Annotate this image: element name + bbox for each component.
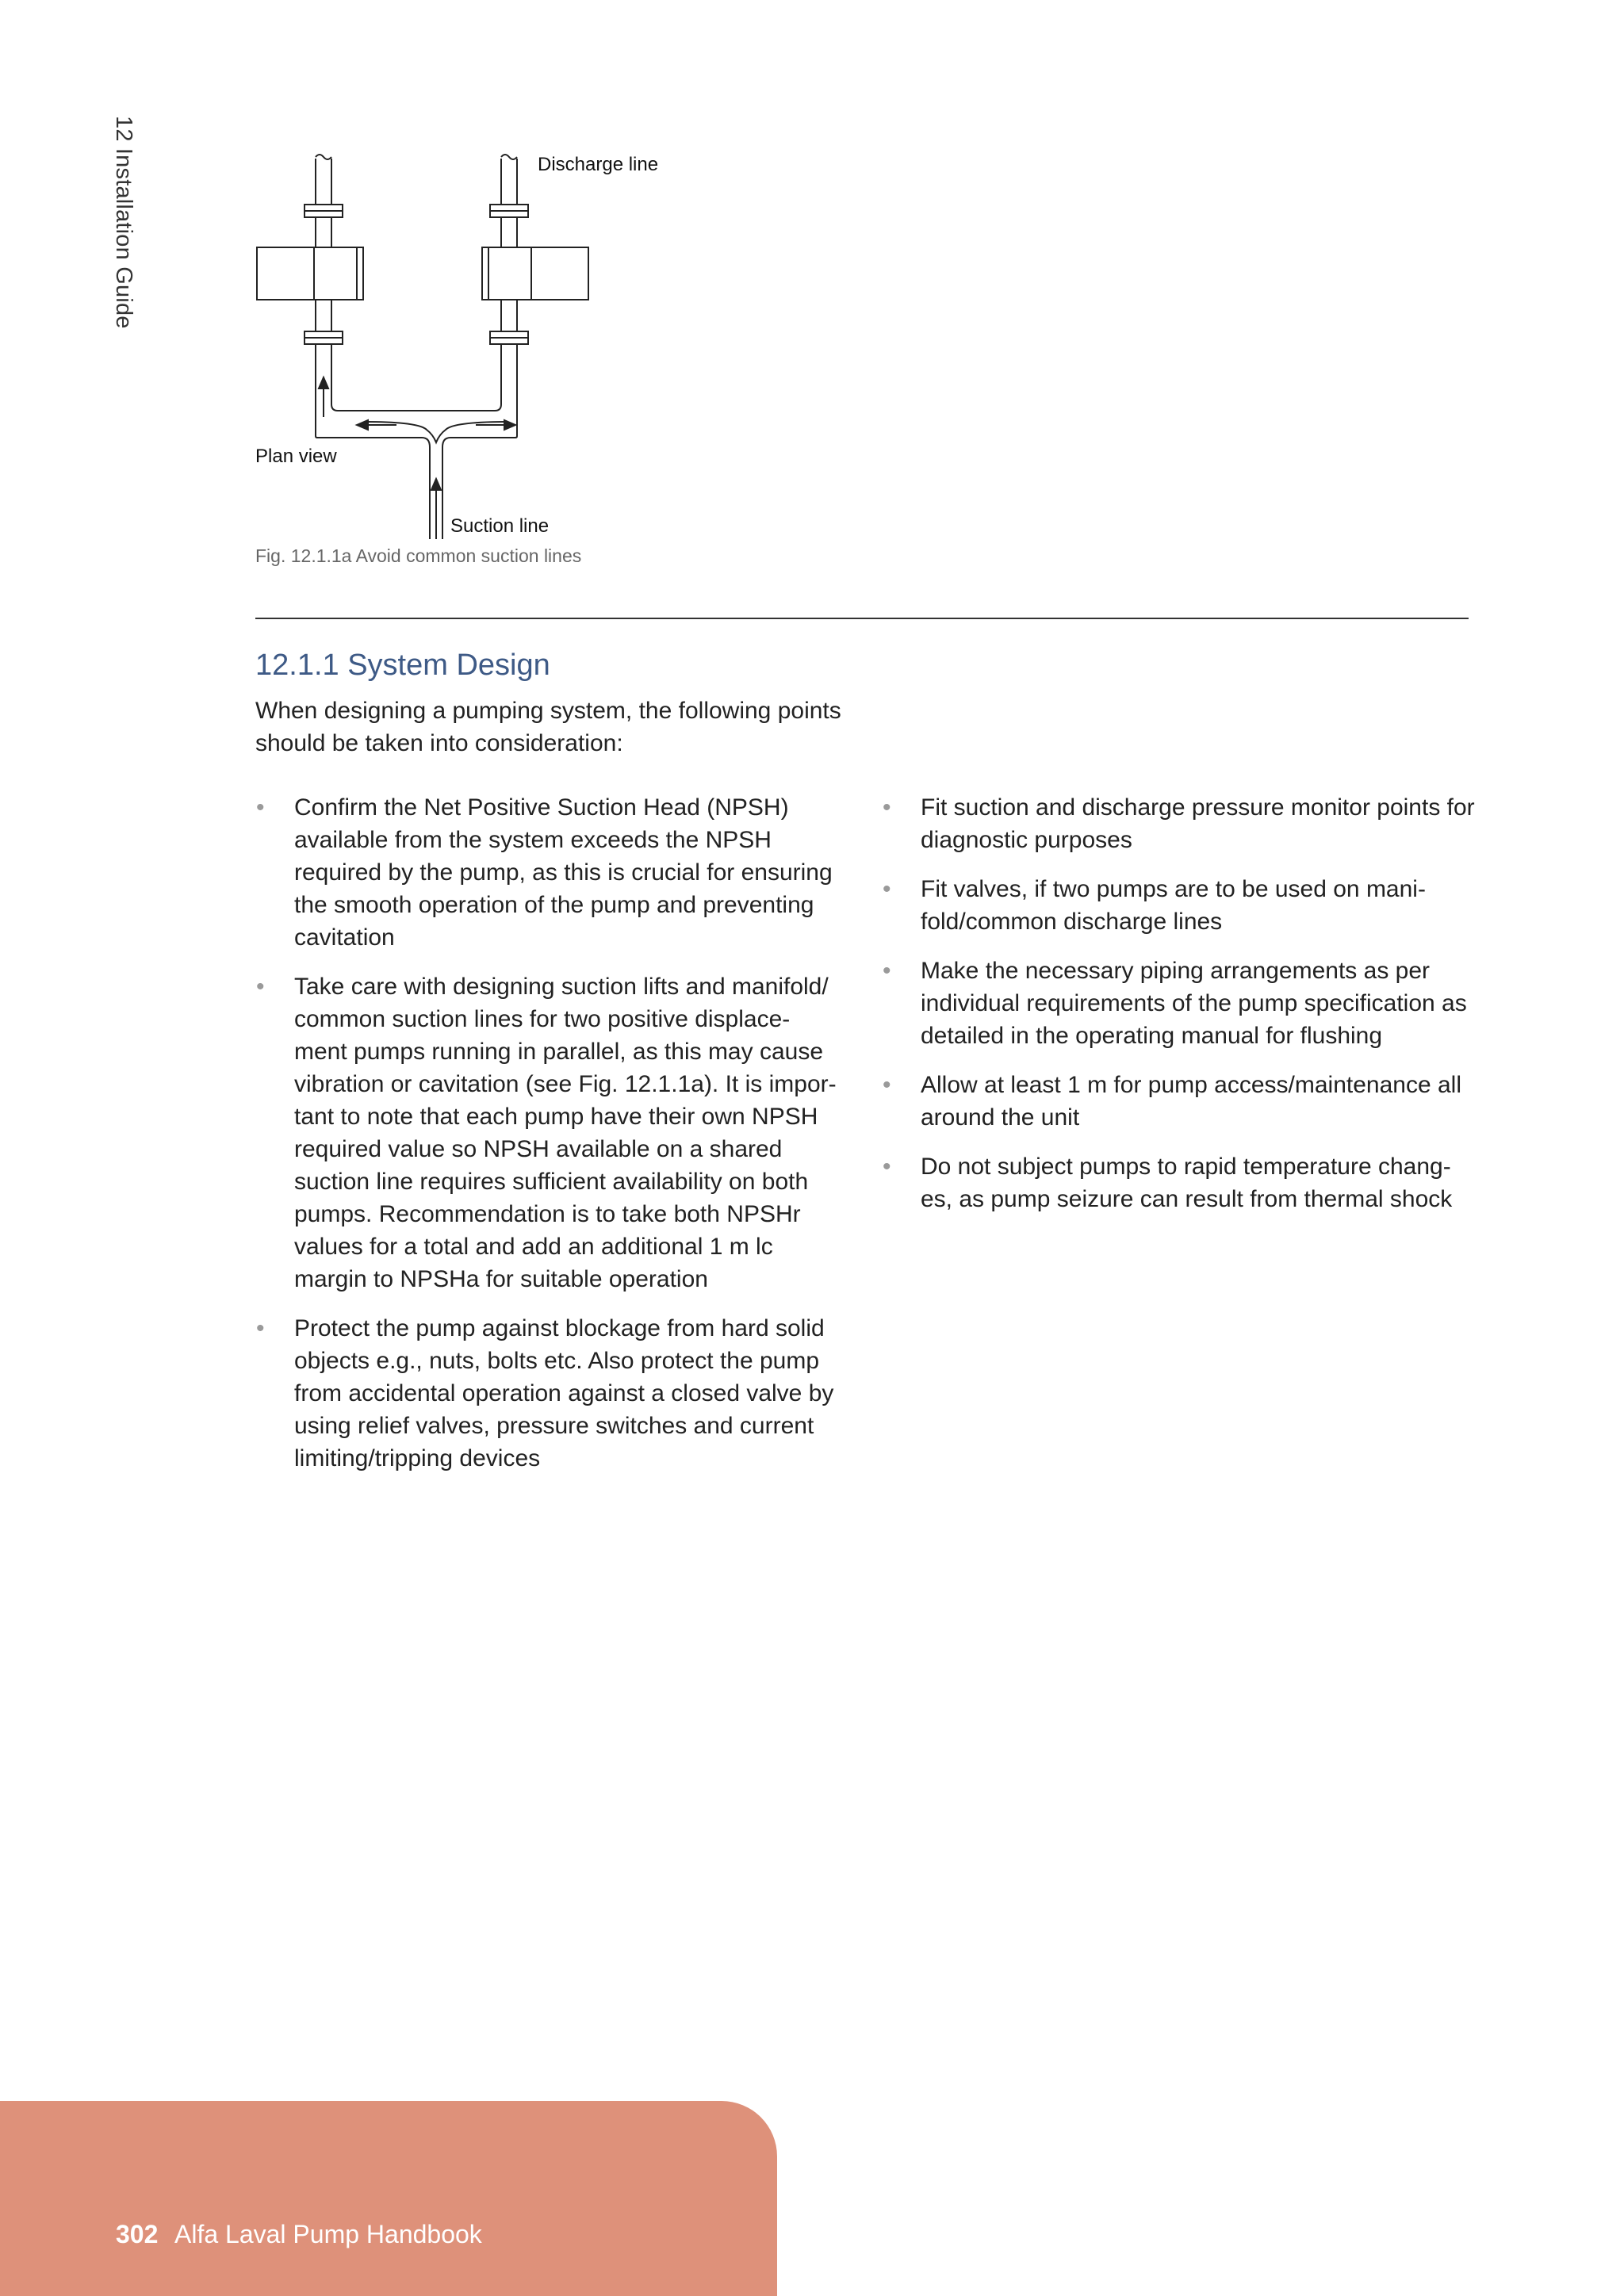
list-item-text: Confirm the Net Positive Suction Head (NPSH) available from the system exceeds the NPSH required by the pump, as this is crucial for ensuring the smooth operation of the pump and preventing cavitation [294,794,833,951]
list-item-text: Make the necessary piping arrangements as per individual requirements of the pump specification as detailed in the operating manual for flushing [921,958,1467,1049]
section-divider [255,618,1469,619]
bullet-list-left [255,791,846,1491]
plan-view-label: Plan view [255,446,337,467]
section-intro: When designing a pumping system, the following points should be taken into consideration: [255,698,841,756]
list-item-text: Allow at least 1 m for pump access/maintenance all around the unit [921,1072,1461,1131]
bullet-icon: • [883,876,891,902]
list-item [882,955,1477,1052]
bullet-list-right [882,791,1477,1232]
bullet-icon: • [883,1154,891,1180]
book-title: Alfa Laval Pump Handbook [174,2220,482,2248]
chapter-side-tab: 12 Installation Guide [111,116,136,329]
list-item [255,791,846,954]
list-item-text: Fit valves, if two pumps are to be used on mani- fold/common discharge lines [921,876,1426,935]
figure-caption: Fig. 12.1.1a Avoid common suction lines [255,545,582,566]
list-item [882,1150,1477,1215]
list-item [882,791,1477,856]
footer-band [0,2101,777,2296]
list-item-text: Fit suction and discharge pressure monitor points for diagnostic purposes [921,794,1475,853]
discharge-line-label: Discharge line [538,154,659,175]
suction-lines-figure [238,143,682,587]
list-item-text: Protect the pump against blockage from hard solid objects e.g., nuts, bolts etc. Also protect the pump from accidental operation against a closed valve by using relief valves, pressure switches and current limiting/tripping devices [294,1315,834,1471]
list-item [255,1312,846,1475]
bullet-icon: • [256,794,265,821]
page-number: 302 [116,2220,159,2248]
bullet-icon: • [883,958,891,984]
list-item [882,873,1477,938]
section-title: 12.1.1 System Design [255,649,550,682]
list-item [255,970,846,1295]
list-item-text: Take care with designing suction lifts and manifold/ common suction lines for two positive displace- ment pumps running in parallel, as this may cause vibration or cavitation (see Fig. 12.1.1a). It is impor- tant to note that each pump have their own NPSH required value so NPSH available on a shared suction line requires sufficient availability on both pumps. Recommendation is to take both NPSHr values for a total and add an additional 1 m lc margin to NPSHa for suitable operation [294,974,837,1292]
bullet-icon: • [883,1072,891,1098]
bullet-icon: • [256,1315,265,1341]
bullet-icon: • [256,974,265,1000]
suction-line-label: Suction line [450,515,550,537]
list-item-text: Do not subject pumps to rapid temperature chang- es, as pump seizure can result from thermal shock [921,1154,1453,1212]
list-item [882,1069,1477,1134]
bullet-icon: • [883,794,891,821]
